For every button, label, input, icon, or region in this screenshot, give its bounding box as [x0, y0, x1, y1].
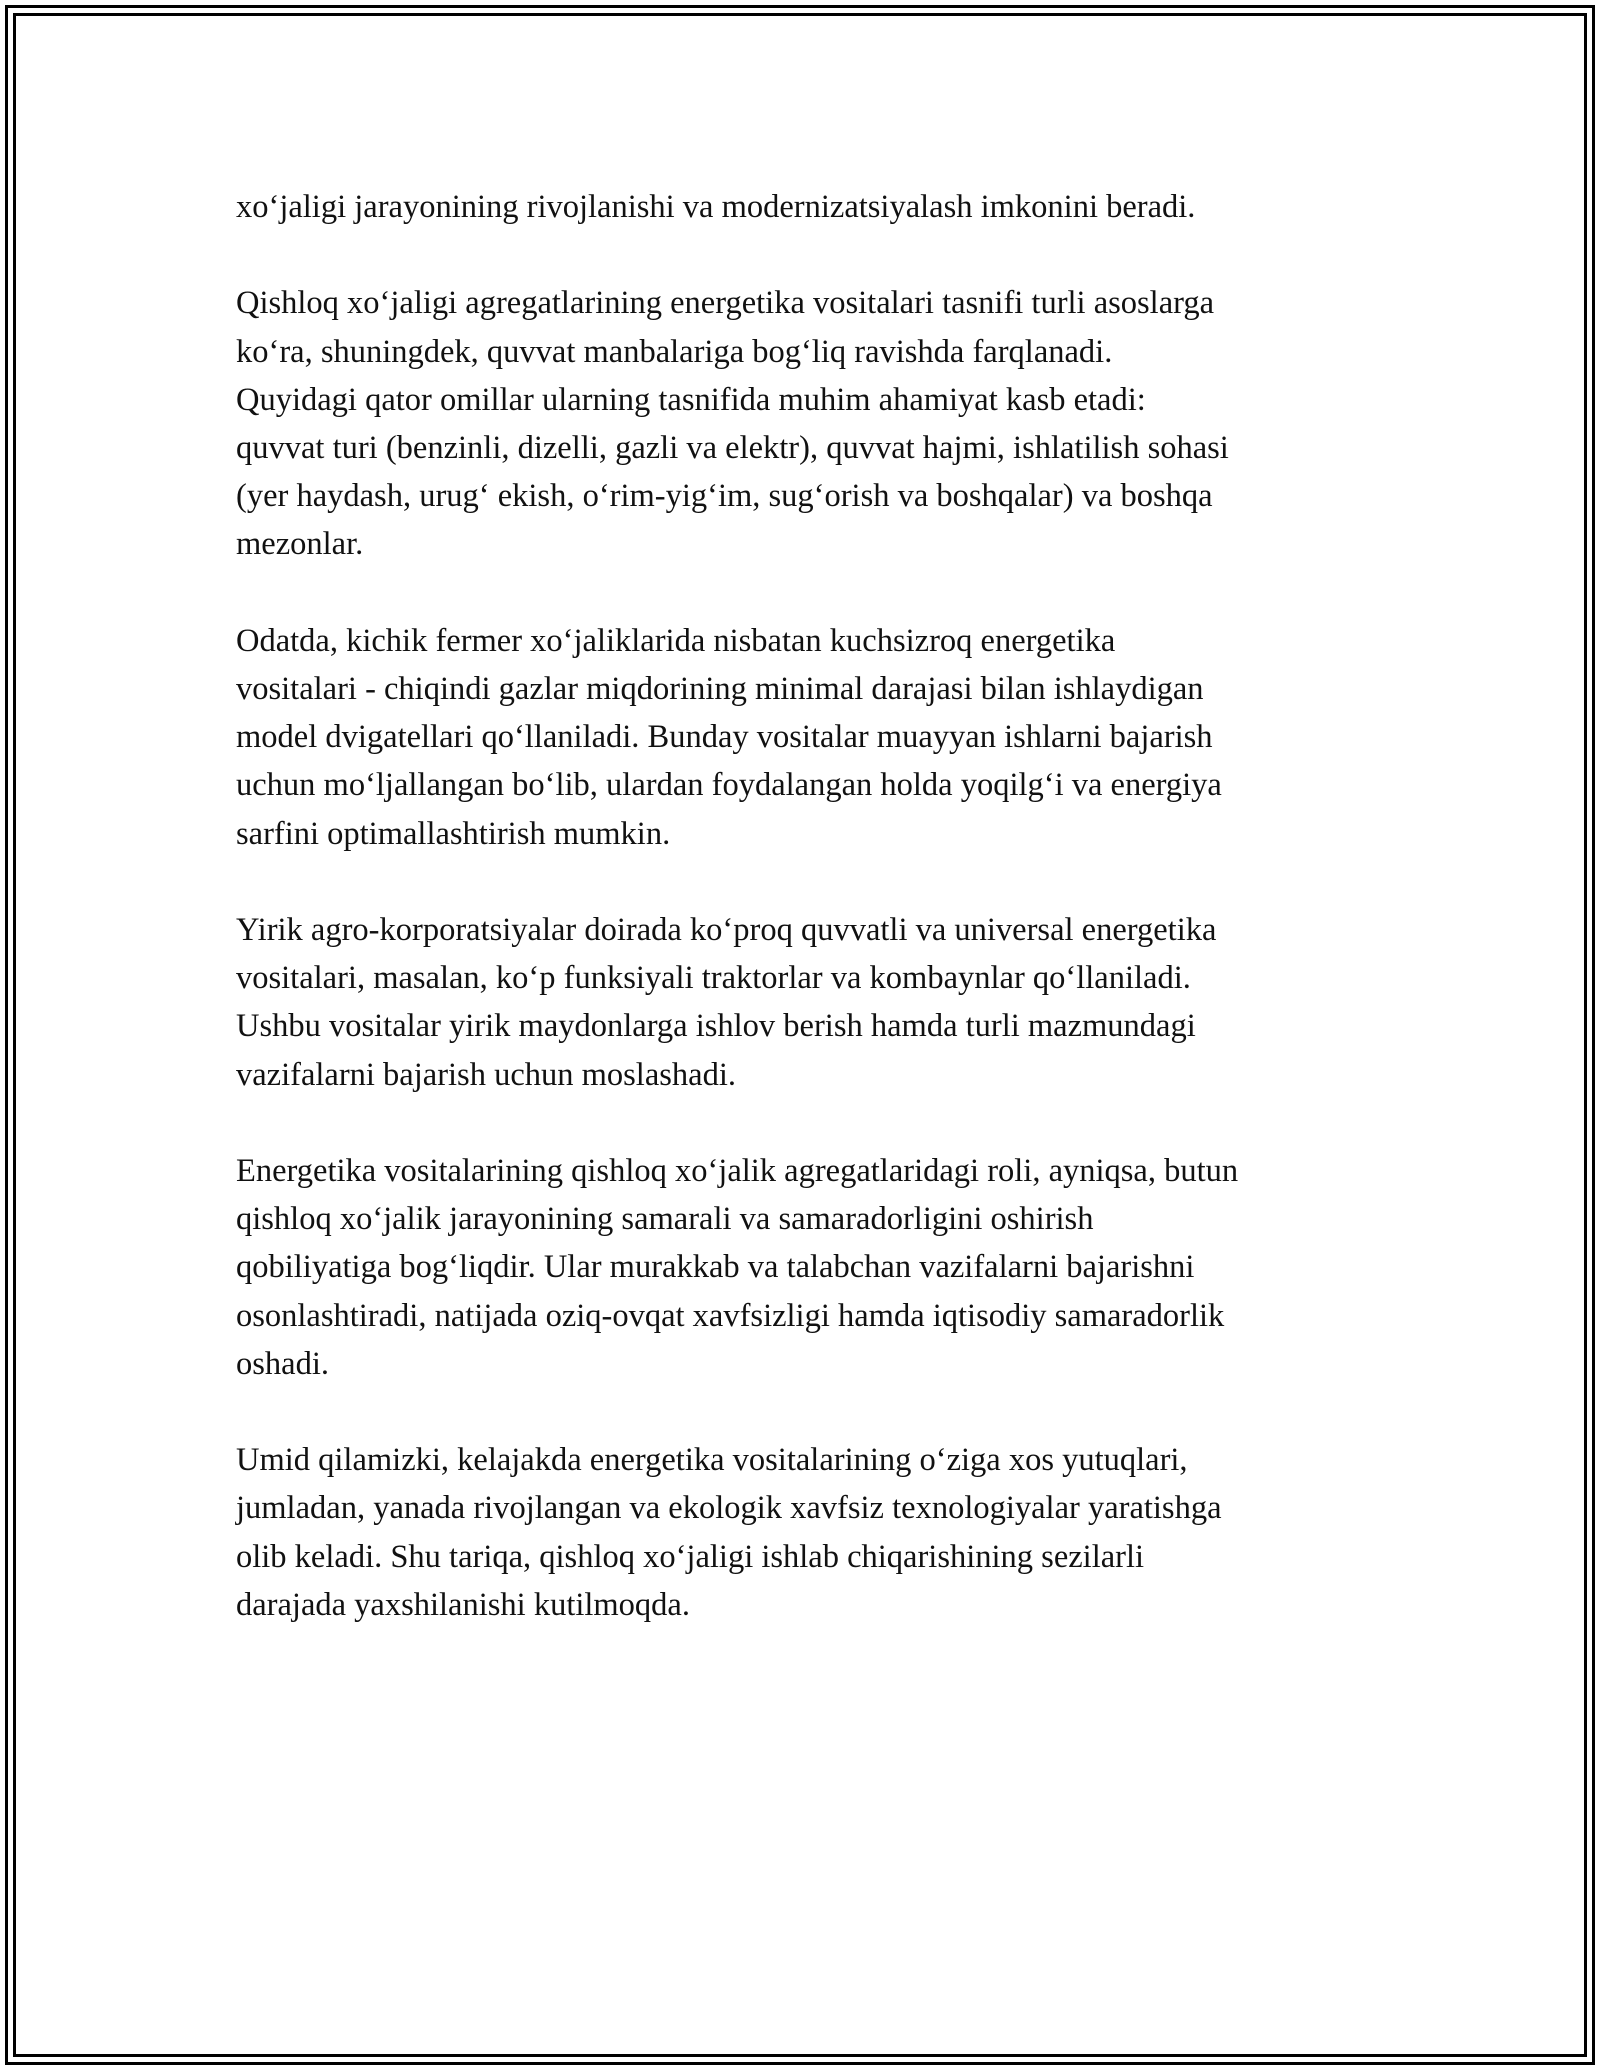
paragraph-6: Umid qilamizki, kelajakda energetika vositalarining o‘ziga xos yutuqlari, jumladan, yanada rivojlangan va ekologik xavfsiz texnologiyalar yaratishga olib keladi. Shu tariqa, qishloq xo‘jaligi ishlab chiqarishining sezilarli darajada yaxshilanishi kutilmoqda.: [236, 1442, 1222, 1623]
paragraph-3: Odatda, kichik fermer xo‘jaliklarida nisbatan kuchsizroq energetika vositalari - chiqindi gazlar miqdorining minimal darajasi bilan ishlaydigan model dvigatellari qo‘llaniladi. Bunday vositalar muayyan ishlarni bajarish uchun mo‘ljallangan bo‘lib, ulardan foydalangan holda yoqilg‘i va energiya sarfini optimallashtirish mumkin.: [236, 622, 1222, 852]
paragraph-4: Yirik agro-korporatsiyalar doirada ko‘proq quvvatli va universal energetika vositalari, masalan, ko‘p funksiyali traktorlar va kombaynlar qo‘llaniladi. Ushbu vositalar yirik maydonlarga ishlov berish hamda turli mazmundagi vazifalarni bajarish uchun moslashadi.: [236, 912, 1217, 1093]
paragraph-2: Qishloq xo‘jaligi agregatlarining energetika vositalari tasnifi turli asoslarga ko‘ra, shuningdek, quvvat manbalariga bog‘liq ravishda farqlanadi. Quyidagi qator omillar ularning tasnifida muhim ahamiyat kasb etadi: quvvat turi (benzinli, dizelli, gazli va elektr), quvvat hajmi, ishlatilish sohasi (yer haydash, urug‘ ekish, o‘rim-yig‘im, sug‘orish va boshqalar) va boshqa mezonlar.: [236, 285, 1229, 563]
paragraph-1: xo‘jaligi jarayonining rivojlanishi va modernizatsiyalash imkonini beradi.: [236, 189, 1196, 225]
paragraph-5: Energetika vositalarining qishloq xo‘jalik agregatlaridagi roli, ayniqsa, butun qishloq xo‘jalik jarayonining samarali va samaradorligini oshirish qobiliyatiga bog‘liqdir. Ular murakkab va talabchan vazifalarni bajarishni osonlashtiradi, natijada oziq-ovqat xavfsizligi hamda iqtisodiy samaradorlik oshadi.: [236, 1153, 1239, 1382]
document-body: [236, 183, 1376, 1677]
